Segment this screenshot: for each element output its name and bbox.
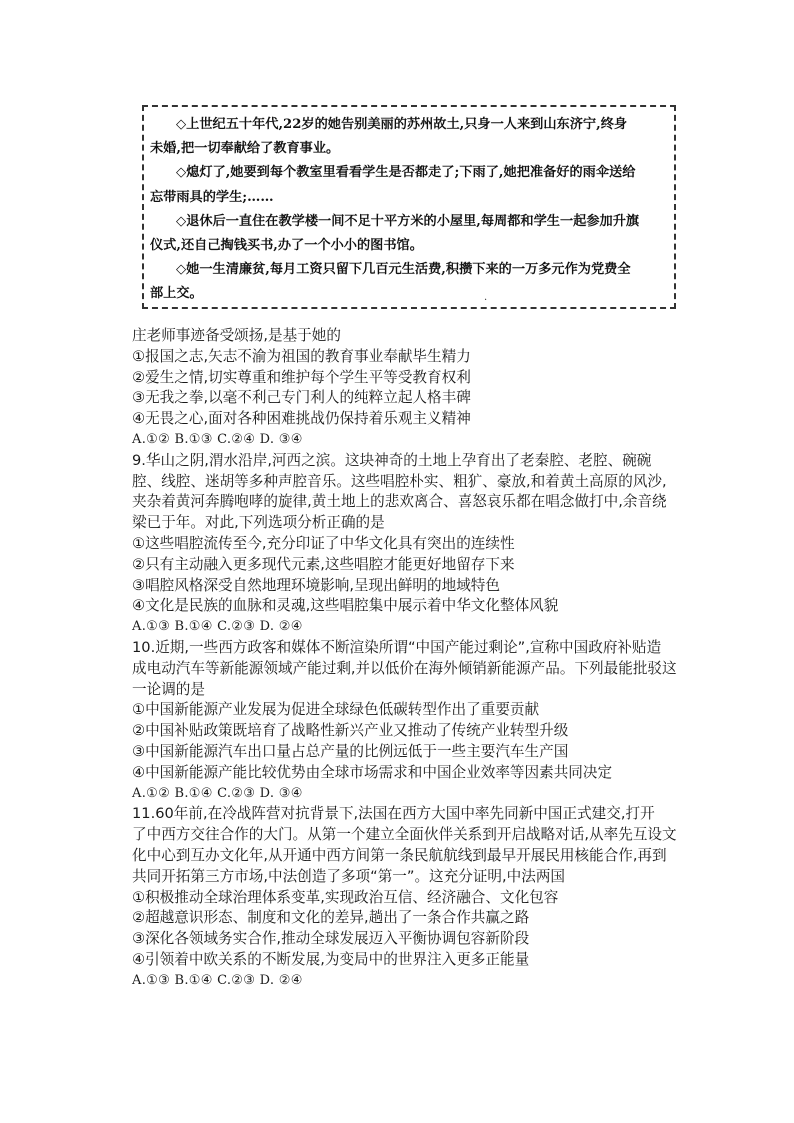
material-line: ◇熄灯了,她要到每个教室里看看学生是否都走了;下雨了,她把准备好的雨伞送给	[176, 165, 636, 181]
material-line: ◇上世纪五十年代,22岁的她告别美丽的苏州故土,只身一人来到山东济宁,终身	[176, 117, 628, 132]
text-line: ③无我之拳,以毫不利己专门利人的纯粹立起人格丰碑	[132, 389, 471, 407]
text-line: 庄老师事迹备受颂扬,是基于她的	[132, 327, 341, 344]
text-line: 化中心到互办文化年,从开通中西方间第一条民航航线到最早开展民用核能合作,再到	[132, 846, 667, 864]
text-line: ②爱生之情,切实尊重和维护每个学生平等受教育权利	[132, 368, 471, 386]
text-line: 成电动汽车等新能源领域产能过剩,并以低价在海外倾销新能源产品。下列最能批驳这	[132, 659, 677, 677]
text-line: 11.60年前,在冷战阵营对抗背景下,法国在西方大国中率先同新中国正式建交,打开	[132, 805, 655, 823]
text-line: ④中国新能源产能比较优势由全球市场需求和中国企业效率等因素共同决定	[132, 763, 613, 781]
material-lines	[150, 113, 668, 307]
text-line: 10.近期,一些西方政客和媒体不断渲染所谓“中国产能过剩论”,宣称中国政府补贴造	[132, 638, 662, 656]
text-line: 9.华山之阴,渭水沿岸,河西之滨。这块神奇的土地上孕育出了老秦腔、老腔、碗碗	[132, 451, 652, 469]
answer-options: A.①③ B.①④ C.②③ D. ②④	[132, 619, 303, 635]
text-line: 腔、线腔、迷胡等多种声腔音乐。这些唱腔朴实、粗犷、豪放,和着黄土高原的风沙,	[132, 472, 667, 490]
text-line: ③中国新能源汽车出口量占总产量的比例远低于一些主要汽车生产国	[132, 742, 569, 760]
answer-options: A.①③ B.①④ C.②③ D. ②④	[132, 972, 303, 988]
text-line: 夹杂着黄河奔腾咆哮的旋律,黄土地上的悲欢离合、喜怒哀乐都在唱念做打中,余音绕	[132, 493, 667, 511]
text-line: 了中西方交往合作的大门。从第一个建立全面伙伴关系到开启战略对话,从率先互设文	[132, 826, 677, 844]
text-line: 一论调的是	[132, 680, 205, 698]
text-line: ④引领着中欧关系的不断发展,为变局中的世界注入更多正能量	[132, 950, 530, 968]
text-line: ①这些唱腔流传至今,充分印证了中华文化具有突出的连续性	[132, 534, 515, 552]
text-line: ③唱腔风格深受自然地理环境影响,呈现出鲜明的地域特色	[132, 576, 500, 594]
material-line: 仪式,还自己掏钱买书,办了一个小小的图书馆。	[150, 238, 423, 254]
question-text	[132, 326, 692, 992]
material-box	[142, 105, 676, 309]
text-line: ④无畏之心,面对各种困难挑战仍保持着乐观主义精神	[132, 410, 471, 428]
material-dot: .	[484, 292, 488, 303]
text-line: ②超越意识形态、制度和文化的差异,趟出了一条合作共赢之路	[132, 909, 530, 927]
material-line: 部上交。	[150, 286, 203, 302]
text-line: ②只有主动融入更多现代元素,这些唱腔才能更好地留存下来	[132, 555, 515, 573]
material-line: ◇她一生清廉贫,每月工资只留下几百元生活费,积攒下来的一万多元作为党费全	[176, 262, 631, 278]
text-line: ④文化是民族的血脉和灵魂,这些唱腔集中展示着中华文化整体风貌	[132, 597, 559, 615]
material-line: 未婚,把一切奉献给了教育事业。	[150, 141, 340, 157]
material-line: ◇退休后一直住在教学楼一间不足十平方米的小屋里,每周都和学生一起参加升旗	[176, 213, 640, 229]
material-line: 忘带雨具的学生;……	[150, 189, 274, 205]
text-line: 共同开拓第三方市场,中法创造了多项“第一”。这充分证明,中法两国	[132, 867, 566, 885]
answer-options: A.①② B.①③ C.②④ D. ③④	[132, 431, 303, 447]
text-line: ①积极推动全球治理体系变革,实现政治互信、经济融合、文化包容	[132, 888, 559, 906]
answer-options: A.①② B.①④ C.②③ D. ③④	[132, 785, 303, 801]
text-line: ③深化各领域务实合作,推动全球发展迈入平衡协调包容新阶段	[132, 930, 530, 948]
text-line: ①中国新能源产业发展为促进全球绿色低碳转型作出了重要贡献	[132, 701, 540, 719]
text-line: 梁已于年。对此,下列选项分析正确的是	[132, 514, 385, 532]
text-line: ①报国之志,矢志不渝为祖国的教育事业奉献毕生精力	[132, 347, 471, 365]
text-line: ②中国补贴政策既培育了战略性新兴产业又推动了传统产业转型升级	[132, 722, 569, 740]
